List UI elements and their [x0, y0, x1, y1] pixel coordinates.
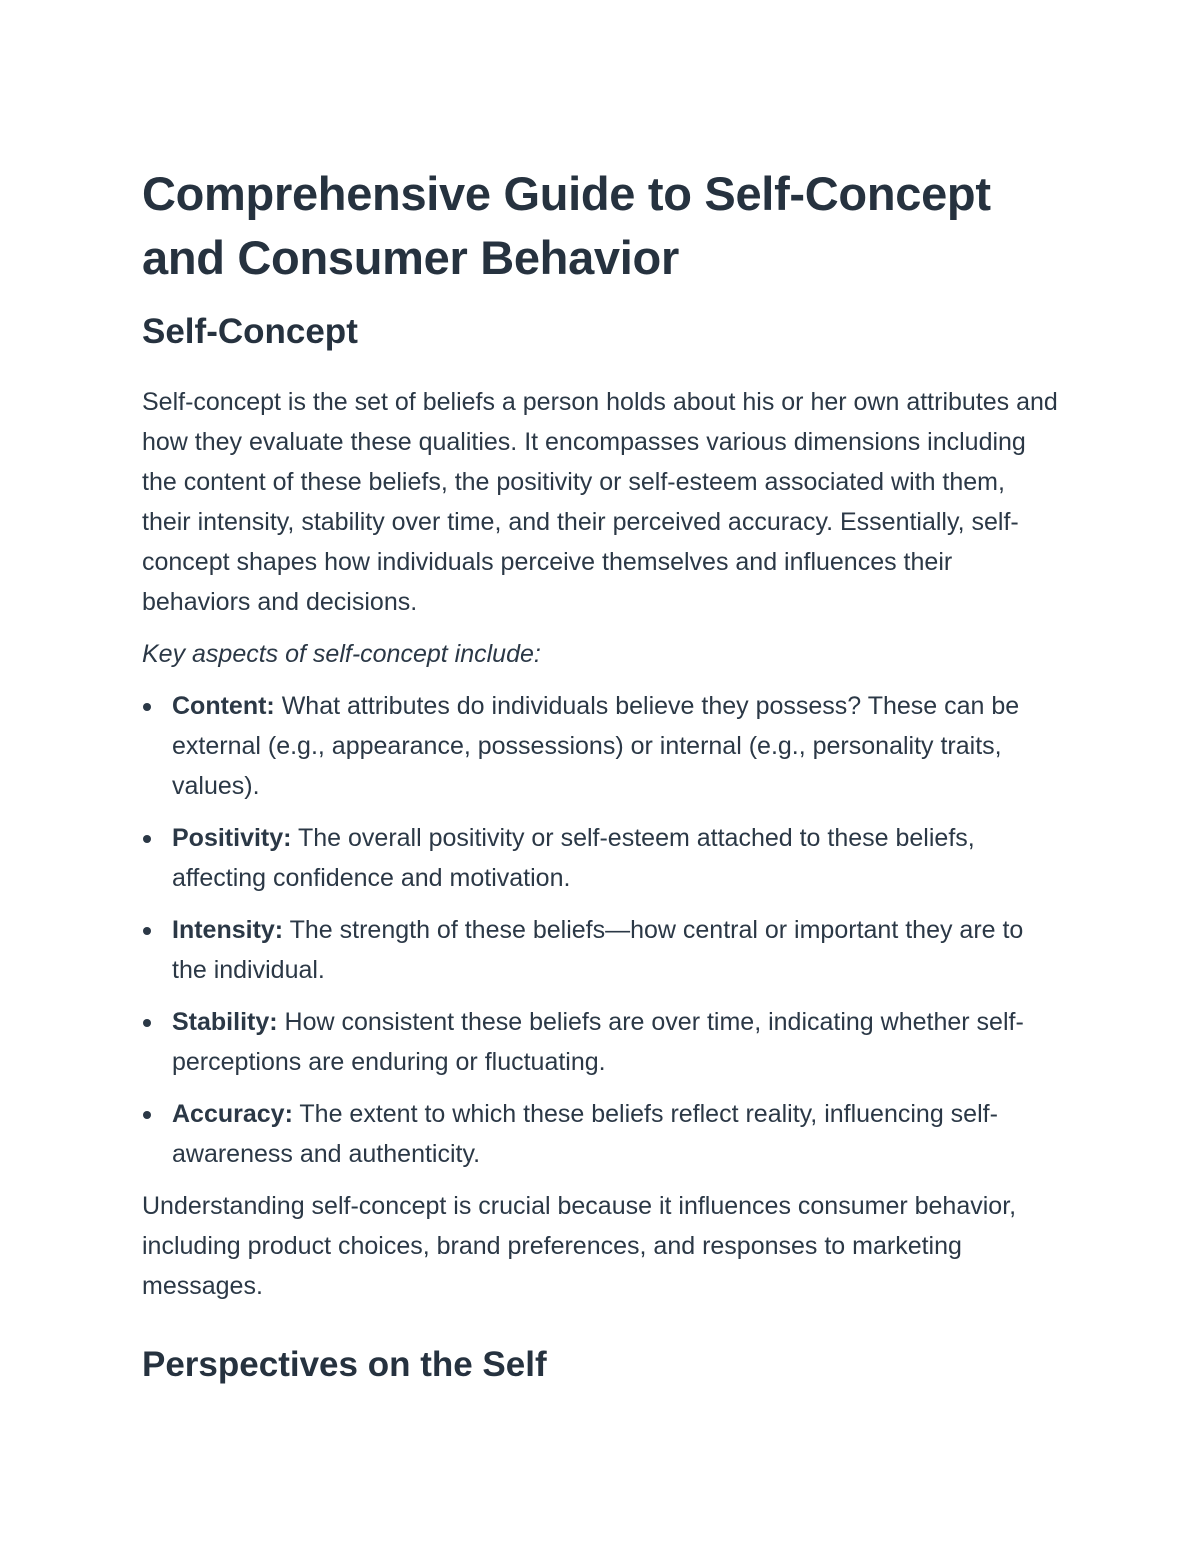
document-page [142, 162, 1058, 1387]
list-item-stability [142, 1002, 1058, 1082]
aspect-term: Content: [172, 692, 275, 720]
aspect-description: How consistent these beliefs are over time, indicating whether self-perceptions are enduring or fluctuating. [172, 1008, 1024, 1076]
bullet-icon [143, 927, 151, 935]
bullet-icon [143, 1111, 151, 1119]
bullet-icon [143, 703, 151, 711]
list-item-accuracy [142, 1094, 1058, 1174]
key-aspects-label: Key aspects of self-concept include: [142, 640, 541, 668]
aspect-term: Positivity: [172, 824, 292, 852]
document-title: Comprehensive Guide to Self-Concept and Consumer Behavior [142, 167, 991, 284]
aspect-term: Intensity: [172, 916, 284, 944]
aspect-description: What attributes do individuals believe they possess? These can be external (e.g., appearance, possessions) or internal (e.g., personality traits, values). [172, 692, 1020, 800]
self-concept-closing-paragraph: Understanding self-concept is crucial because it influences consumer behavior, including product choices, brand preferences, and responses to marketing messages. [142, 1192, 1017, 1300]
section-heading-self-concept: Self-Concept [142, 312, 358, 351]
self-concept-intro-paragraph: Self-concept is the set of beliefs a person holds about his or her own attributes and how they evaluate these qualities. It encompasses various dimensions including the content of these beliefs, the positivity or self-esteem associated with them, their intensity, stability over time, and their perceived accuracy. Essentially, self-concept shapes how individuals perceive themselves and influences their behaviors and decisions. [142, 388, 1058, 616]
aspect-term: Stability: [172, 1008, 278, 1036]
list-item-positivity [142, 818, 1058, 898]
list-item-intensity [142, 910, 1058, 990]
aspect-term: Accuracy: [172, 1100, 293, 1128]
bullet-icon [143, 1019, 151, 1027]
aspects-list [142, 686, 1058, 1174]
aspect-description: The strength of these beliefs—how central or important they are to the individual. [172, 916, 1024, 984]
bullet-icon [143, 835, 151, 843]
section-heading-perspectives: Perspectives on the Self [142, 1345, 547, 1384]
aspect-description: The extent to which these beliefs reflect reality, influencing self-awareness and authenticity. [172, 1100, 998, 1168]
aspect-description: The overall positivity or self-esteem attached to these beliefs, affecting confidence and motivation. [172, 824, 975, 892]
list-item-content [142, 686, 1058, 806]
